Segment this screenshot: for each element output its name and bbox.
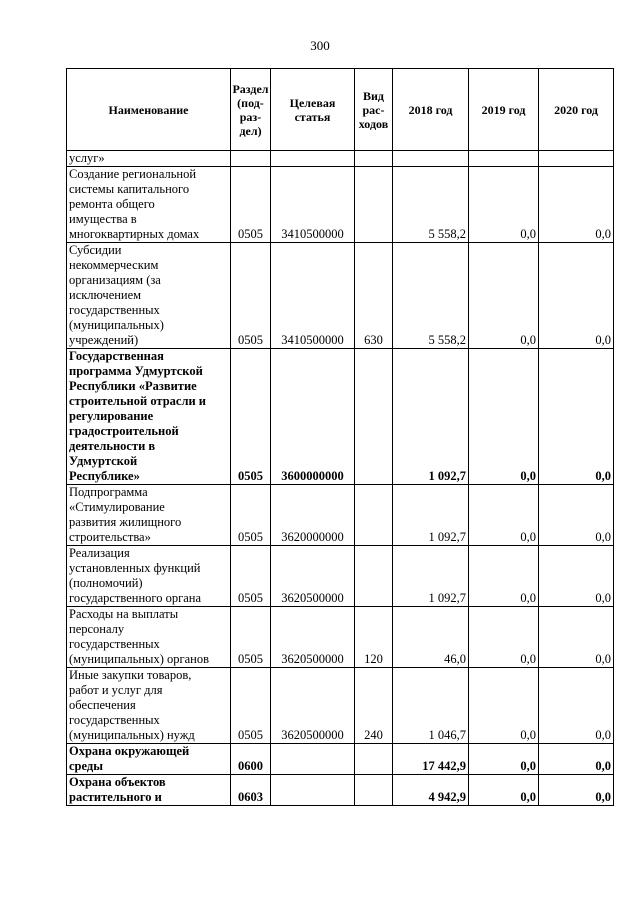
cell-v2019: 0,0 bbox=[469, 775, 539, 806]
cell-target: 3620000000 bbox=[271, 485, 355, 546]
cell-v2020: 0,0 bbox=[539, 607, 614, 668]
cell-type bbox=[355, 485, 393, 546]
table-row bbox=[67, 607, 614, 668]
cell-v2018: 5 558,2 bbox=[393, 167, 469, 243]
cell-target: 3410500000 bbox=[271, 167, 355, 243]
table-row bbox=[67, 349, 614, 485]
header-2019: 2019 год bbox=[469, 69, 539, 151]
page-number: 300 bbox=[310, 38, 330, 53]
cell-v2019: 0,0 bbox=[469, 546, 539, 607]
cell-v2018: 1 092,7 bbox=[393, 349, 469, 485]
cell-name: Государственная программа Удмуртской Республики «Развитие строительной отрасли и регулирование градостроительной деятельности в Удмуртской Республике» bbox=[67, 349, 231, 485]
cell-v2020: 0,0 bbox=[539, 243, 614, 349]
cell-v2019: 0,0 bbox=[469, 485, 539, 546]
cell-v2019: 0,0 bbox=[469, 349, 539, 485]
cell-target bbox=[271, 744, 355, 775]
cell-target bbox=[271, 151, 355, 167]
cell-v2019: 0,0 bbox=[469, 668, 539, 744]
cell-v2018: 1 092,7 bbox=[393, 485, 469, 546]
cell-v2019: 0,0 bbox=[469, 744, 539, 775]
cell-name: Субсидии некоммерческим организациям (за исключением государственных (муниципальных) учреждений) bbox=[67, 243, 231, 349]
cell-section: 0505 bbox=[231, 243, 271, 349]
cell-v2020: 0,0 bbox=[539, 167, 614, 243]
cell-type bbox=[355, 151, 393, 167]
cell-type: 240 bbox=[355, 668, 393, 744]
cell-v2020: 0,0 bbox=[539, 546, 614, 607]
cell-v2018: 1 092,7 bbox=[393, 546, 469, 607]
cell-v2018: 4 942,9 bbox=[393, 775, 469, 806]
cell-target: 3620500000 bbox=[271, 668, 355, 744]
cell-v2020 bbox=[539, 151, 614, 167]
cell-type bbox=[355, 744, 393, 775]
cell-v2020: 0,0 bbox=[539, 485, 614, 546]
cell-type bbox=[355, 167, 393, 243]
table-row bbox=[67, 668, 614, 744]
cell-v2018: 1 046,7 bbox=[393, 668, 469, 744]
cell-type bbox=[355, 775, 393, 806]
cell-section bbox=[231, 151, 271, 167]
cell-section: 0505 bbox=[231, 546, 271, 607]
cell-v2020: 0,0 bbox=[539, 744, 614, 775]
header-type: Вид рас-ходов bbox=[355, 69, 393, 151]
cell-name: Иные закупки товаров, работ и услуг для обеспечения государственных (муниципальных) нужд bbox=[67, 668, 231, 744]
cell-v2018 bbox=[393, 151, 469, 167]
cell-section: 0600 bbox=[231, 744, 271, 775]
cell-target bbox=[271, 775, 355, 806]
cell-type bbox=[355, 546, 393, 607]
cell-target: 3410500000 bbox=[271, 243, 355, 349]
cell-section: 0505 bbox=[231, 485, 271, 546]
cell-type: 630 bbox=[355, 243, 393, 349]
cell-name: Реализация установленных функций (полномочий) государственного органа bbox=[67, 546, 231, 607]
table-row bbox=[67, 167, 614, 243]
cell-v2020: 0,0 bbox=[539, 775, 614, 806]
cell-v2018: 46,0 bbox=[393, 607, 469, 668]
table-row bbox=[67, 151, 614, 167]
cell-v2020: 0,0 bbox=[539, 349, 614, 485]
cell-name: Подпрограмма «Стимулирование развития жилищного строительства» bbox=[67, 485, 231, 546]
table-row bbox=[67, 775, 614, 806]
cell-target: 3620500000 bbox=[271, 546, 355, 607]
cell-name: Создание региональной системы капитального ремонта общего имущества в многоквартирных домах bbox=[67, 167, 231, 243]
cell-name: Охрана окружающей среды bbox=[67, 744, 231, 775]
cell-type: 120 bbox=[355, 607, 393, 668]
table-header-row bbox=[67, 69, 614, 151]
header-2018: 2018 год bbox=[393, 69, 469, 151]
header-target: Целевая статья bbox=[271, 69, 355, 151]
table-row bbox=[67, 243, 614, 349]
cell-v2018: 5 558,2 bbox=[393, 243, 469, 349]
cell-v2020: 0,0 bbox=[539, 668, 614, 744]
cell-section: 0505 bbox=[231, 668, 271, 744]
header-section: Раздел (под-раз-дел) bbox=[231, 69, 271, 151]
cell-v2019 bbox=[469, 151, 539, 167]
cell-name: услуг» bbox=[67, 151, 231, 167]
cell-name: Охрана объектов растительного и bbox=[67, 775, 231, 806]
table-row bbox=[67, 744, 614, 775]
cell-section: 0603 bbox=[231, 775, 271, 806]
table-row bbox=[67, 485, 614, 546]
header-2020: 2020 год bbox=[539, 69, 614, 151]
cell-target: 3620500000 bbox=[271, 607, 355, 668]
header-name: Наименование bbox=[67, 69, 231, 151]
table-row bbox=[67, 546, 614, 607]
cell-v2019: 0,0 bbox=[469, 167, 539, 243]
cell-v2019: 0,0 bbox=[469, 243, 539, 349]
cell-target: 3600000000 bbox=[271, 349, 355, 485]
cell-section: 0505 bbox=[231, 607, 271, 668]
cell-v2018: 17 442,9 bbox=[393, 744, 469, 775]
cell-section: 0505 bbox=[231, 349, 271, 485]
cell-section: 0505 bbox=[231, 167, 271, 243]
cell-name: Расходы на выплаты персоналу государственных (муниципальных) органов bbox=[67, 607, 231, 668]
cell-v2019: 0,0 bbox=[469, 607, 539, 668]
cell-type bbox=[355, 349, 393, 485]
budget-table bbox=[66, 68, 614, 806]
